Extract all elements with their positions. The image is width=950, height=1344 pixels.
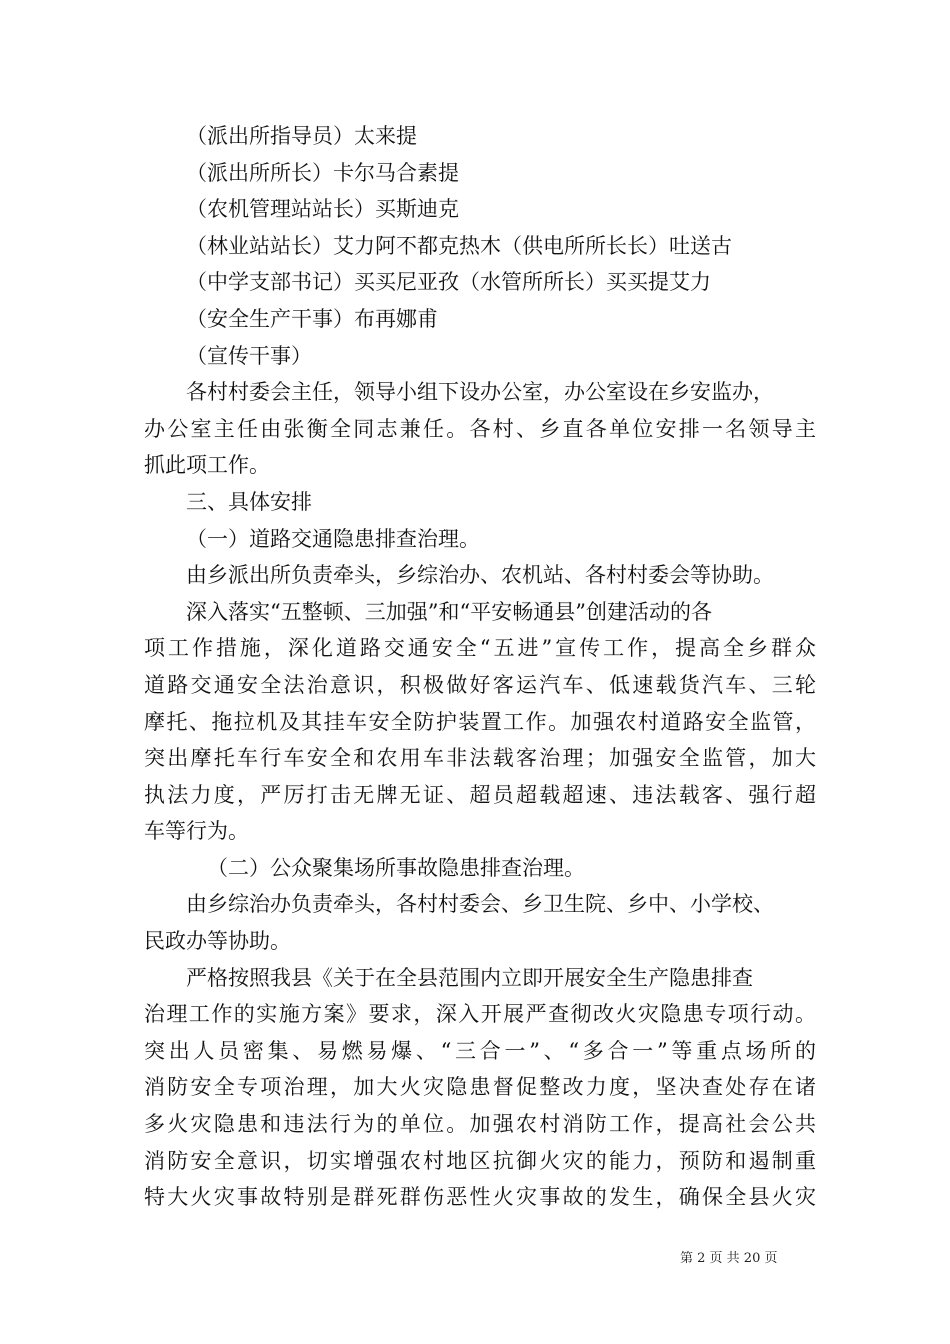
text-line: 治理工作的实施方案》要求，深入开展严查彻改火灾隐患专项行动。	[144, 1002, 816, 1027]
text-line: （安全生产干事）布再娜甫	[186, 306, 438, 331]
text-line: （派出所指导员）太来提	[186, 124, 417, 148]
text-line: （二）公众聚集场所事故隐患排查治理。	[207, 855, 585, 880]
text-line: 三、具体安排	[186, 489, 312, 514]
text-line: （宣传干事）	[186, 343, 312, 368]
document-body	[144, 118, 816, 1216]
text-line: 民政办等协助。	[144, 929, 291, 954]
text-line: 摩托、拖拉机及其挂车安全防护装置工作。加强农村道路安全监管，	[144, 709, 816, 734]
text-line: 严格按照我县《关于在全县范围内立即开展安全生产隐患排查	[186, 965, 753, 990]
text-line: 道路交通安全法治意识，积极做好客运汽车、低速载货汽车、三轮	[144, 672, 816, 697]
text-line: 各村村委会主任，领导小组下设办公室，办公室设在乡安监办，	[186, 380, 774, 405]
text-line: 特大火灾事故特别是群死群伤恶性火灾事故的发生，确保全县火灾	[144, 1185, 816, 1210]
text-line: 深入落实“五整顿、三加强”和“平安畅通县”创建活动的各	[186, 599, 712, 624]
text-line: （农机管理站站长）买斯迪克	[186, 197, 459, 222]
text-line: （派出所所长）卡尔马合素提	[186, 160, 459, 185]
text-line: 由乡派出所负责牵头，乡综治办、农机站、各村村委会等协助。	[186, 563, 774, 588]
text-line: 多火灾隐患和违法行为的单位。加强农村消防工作，提高社会公共	[144, 1112, 816, 1137]
text-line: 车等行为。	[144, 819, 249, 844]
text-line: 由乡综治办负责牵头，各村村委会、乡卫生院、乡中、小学校、	[186, 892, 774, 917]
text-line: 项工作措施，深化道路交通安全“五进”宣传工作，提高全乡群众	[144, 636, 816, 661]
text-line: 消防安全专项治理，加大火灾隐患督促整改力度，坚决查处存在诸	[144, 1075, 816, 1100]
page-number-footer: 第 2 页 共 20 页	[680, 1251, 778, 1266]
text-line: 办公室主任由张衡全同志兼任。各村、乡直各单位安排一名领导主	[144, 416, 816, 441]
text-line: 抓此项工作。	[144, 453, 270, 478]
text-line: （中学支部书记）买买尼亚孜（水管所所长）买买提艾力	[186, 270, 711, 295]
text-line: 消防安全意识，切实增强农村地区抗御火灾的能力，预防和遏制重	[144, 1148, 816, 1173]
text-line: （林业站站长）艾力阿不都克热木（供电所所长长）吐送古	[186, 233, 732, 258]
text-line: 执法力度，严厉打击无牌无证、超员超载超速、违法载客、强行超	[144, 782, 816, 807]
text-line: 突出人员密集、易燃易爆、“三合一”、“多合一”等重点场所的	[144, 1038, 816, 1063]
text-line: （一）道路交通隐患排查治理。	[186, 526, 480, 551]
text-line: 突出摩托车行车安全和农用车非法载客治理；加强安全监管，加大	[144, 746, 816, 771]
